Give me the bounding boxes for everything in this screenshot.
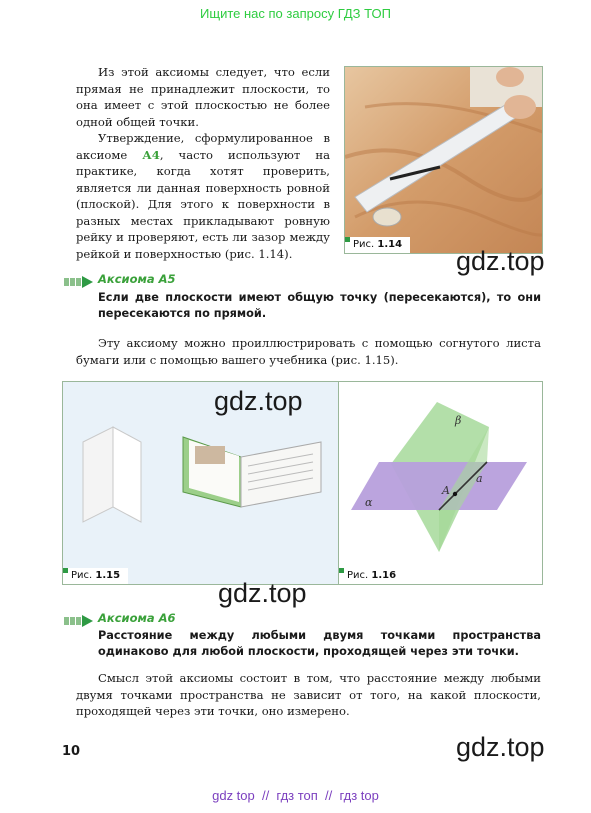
plane-alpha [351, 462, 527, 510]
figure-1-14 [344, 66, 543, 254]
figure-caption: Рис. 1.15 [63, 568, 128, 584]
figure-caption: Рис. 1.14 [345, 237, 410, 253]
intro-text [76, 64, 330, 262]
photo-ruler-on-surface [345, 67, 542, 253]
watermark: gdz.top [218, 578, 307, 608]
paragraph-1: Из этой аксиомы следует, что если прямая не принадлежит плоскости, то она имеет с этой плоскостью не более одной общей точки. [76, 65, 330, 129]
label-beta: β [455, 414, 462, 427]
intersecting-planes-diagram [339, 382, 542, 584]
figure-1-16 [338, 381, 543, 585]
watermark: gdz.top [456, 246, 545, 276]
watermark: gdz.top [456, 732, 545, 762]
paragraph-4: Смысл этой аксиомы состоит в том, что расстояние между любыми двумя точками пространства не зависит от того, на какой плоскости, проходящей через эти точки, оно измерено. [76, 671, 541, 718]
caption-marker [339, 568, 344, 573]
axiom-a5-title: Аксиома А5 [98, 272, 176, 286]
point-A [453, 492, 457, 496]
paragraph-3: Эту аксиому можно проиллюстрировать с помощью согнутого листа бумаги или с помощью вашего учебника (рис. 1.15). [76, 336, 541, 367]
axiom-icon [64, 612, 94, 624]
axiom-icon [64, 273, 94, 285]
axiom-a6-body: Расстояние между любыми двумя точками пространства одинаково для любой плоскости, проходящей через эти точки. [98, 629, 541, 658]
label-a: a [476, 472, 483, 485]
watermark: gdz.top [214, 386, 303, 416]
caption-marker [63, 568, 68, 573]
axiom-a5-body: Если две плоскости имеют общую точку (пересекаются), то они пересекаются по прямой. [98, 291, 541, 320]
page-number: 10 [62, 744, 81, 759]
top-banner: Ищите нас по запросу ГДЗ ТОП [200, 6, 391, 21]
axiom-reference: А4 [142, 147, 160, 162]
paragraph-2: Утверждение, сформулированное в аксиоме А4, часто используют на практике, когда хотят проверить, является ли данная поверхность ровной (плоской). Для этого к поверхности в разных местах прикладывают ровную рейку и проверяют, есть ли зазор между рейкой и поверхностью (рис. 1.14). [76, 131, 330, 261]
footer-links[interactable]: gdz top // гдз топ // гдз top [212, 788, 379, 803]
label-alpha: α [365, 496, 373, 509]
caption-marker [345, 237, 350, 242]
label-A: A [442, 484, 450, 497]
axiom-a6-title: Аксиома А6 [98, 611, 176, 625]
figure-caption: Рис. 1.16 [339, 568, 404, 584]
